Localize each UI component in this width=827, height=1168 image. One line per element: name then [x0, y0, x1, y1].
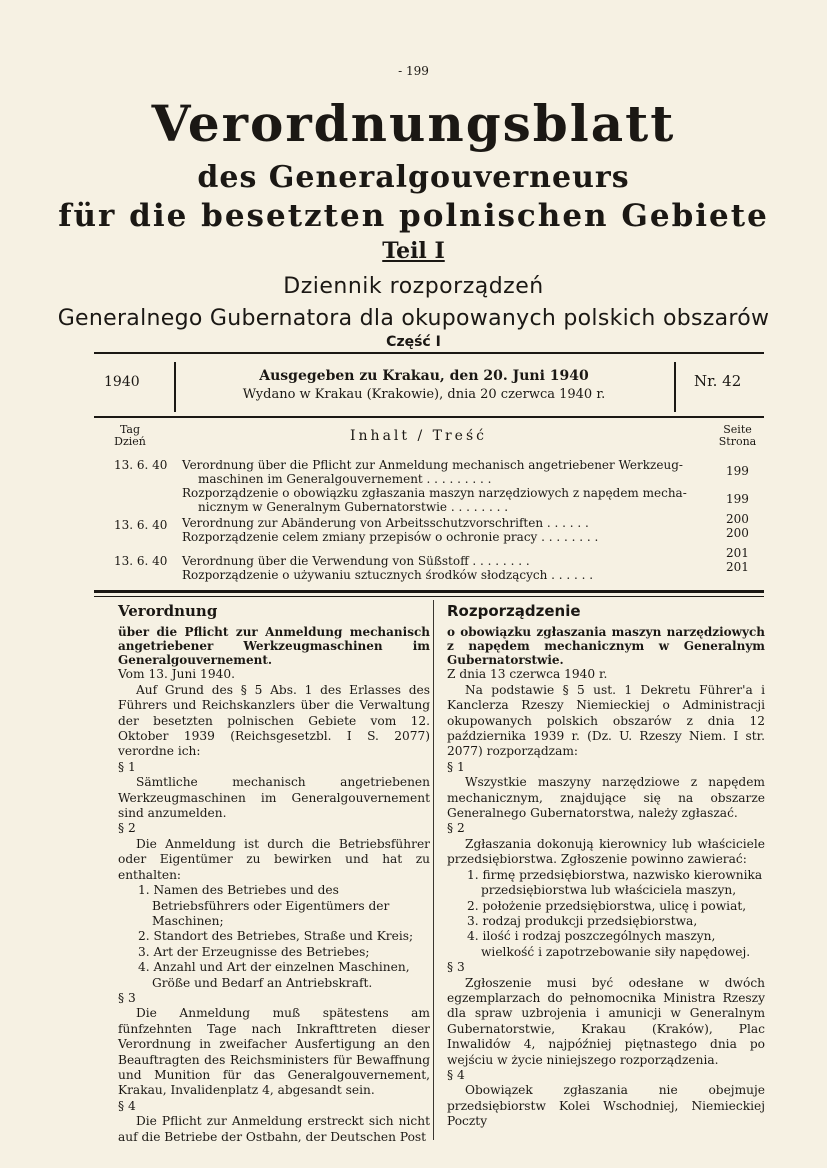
issue-divider-right — [674, 362, 676, 412]
ordinance-de-preamble: Auf Grund des § 5 Abs. 1 des Erlasses des Führers und Reichskanzlers über die Verwaltung der besetzten polnischen Gebiete vom 12. Oktober 1939 (Reichsgesetzbl. I S. 2077) verordne ich: — [118, 682, 430, 759]
ordinance-pl-s2-list — [447, 868, 765, 960]
ordinance-pl-s4-text: Obowiązek zgłaszania nie obejmuje przedsiębiorstw Kolei Wschodniej, Niemieckiej Poczty — [447, 1083, 765, 1129]
issued-pl: Wydano w Krakau (Krakowie), dnia 20 czerwca 1940 r. — [242, 387, 606, 402]
toc-entry-line: Rozporządzenie o używaniu sztucznych środków słodzących . . . . . . — [182, 568, 594, 582]
toc-entry-line: nicznym w Generalnym Gubernatorstwie . . . . . . . . — [198, 500, 509, 514]
ordinance-de-date: Vom 13. Juni 1940. — [118, 667, 235, 682]
ordinance-pl-preamble: Na podstawie § 5 ust. 1 Dekretu Führer'a i Kanclerza Rzeszy Niemieckiej o Administracji okupowanych polskich obszarów z dnia 12 października 1939 r. (Dz. U. Rzeszy Niem. I str. 2077) rozporządzam: — [447, 682, 765, 759]
masthead-subtitle-2: für die besetzten polnischen Gebiete — [58, 198, 769, 234]
ordinance-de-s4-text: Die Pflicht zur Anmeldung erstreckt sich nicht auf die Betriebe der Ostbahn, der Deutschen Post — [118, 1114, 430, 1144]
toc-entry-line: Verordnung zur Abänderung von Arbeitsschutzvorschriften . . . . . . — [182, 516, 589, 530]
ordinance-de-s2: § 2 — [118, 821, 136, 836]
toc-entry-date: 13. 6. 40 — [114, 518, 168, 532]
list-item: 1. firmę przedsiębiorstwa, nazwisko kierownika przedsiębiorstwa lub właściciela maszyn, — [467, 867, 763, 898]
toc-entry-page: 201 — [726, 560, 749, 574]
toc-entry-page: 200 — [726, 512, 749, 526]
list-item: 2. położenie przedsiębiorstwa, ulicę i powiat, — [467, 898, 747, 913]
ordinance-de-s2-text: Die Anmeldung ist durch die Betriebsführer oder Eigentümer zu bewirken und hat zu enthalten: — [118, 836, 430, 882]
masthead-part-pl: Część I — [386, 334, 441, 350]
masthead-title: Verordnungsblatt — [151, 94, 676, 153]
list-item: 1. Namen des Betriebes und des Betriebsführers oder Eigentümers der Maschinen; — [138, 883, 390, 928]
toc-entry-page: 200 — [726, 526, 749, 540]
issue-info — [184, 368, 664, 402]
ordinance-pl-s1: § 1 — [447, 759, 465, 774]
toc-entry-page: 201 — [726, 546, 749, 560]
ordinance-de-title: Verordnung — [118, 602, 218, 620]
masthead-subtitle-pl: Generalnego Gubernatora dla okupowanych polskich obszarów — [57, 306, 770, 331]
toc-entry-page: 199 — [726, 492, 749, 506]
ordinance-pl-s3: § 3 — [447, 960, 465, 975]
list-item: 2. Standort des Betriebes, Straße und Kreis; — [138, 929, 414, 944]
ordinance-pl-s4: § 4 — [447, 1067, 465, 1082]
section-rule-thin — [94, 596, 764, 597]
toc-page-label-pl: Strona — [718, 435, 757, 448]
column-divider — [433, 600, 434, 1140]
ordinance-pl-title: Rozporządzenie — [447, 602, 581, 620]
toc-entry-line: Verordnung über die Pflicht zur Anmeldung mechanisch angetriebener Werkzeug- — [182, 458, 683, 472]
ordinance-pl-s2: § 2 — [447, 821, 465, 836]
masthead-part-de: Teil I — [382, 238, 445, 264]
toc-page-label — [715, 424, 760, 448]
toc-entry-line: Rozporządzenie o obowiązku zgłaszania maszyn narzędziowych z napędem mecha- — [182, 486, 687, 500]
ordinance-de-column — [118, 604, 430, 1145]
ordinance-de-subtitle: über die Pflicht zur Anmeldung mechanisch angetriebener Werkzeugmaschinen im Generalgouvernement. — [118, 625, 430, 668]
toc-day-label — [110, 424, 150, 448]
toc-page-label-de: Seite — [723, 423, 752, 436]
issue-year: 1940 — [104, 374, 140, 390]
ordinance-pl-date: Z dnia 13 czerwca 1940 r. — [447, 667, 608, 682]
ordinance-pl-s2-text: Zgłaszania dokonują kierownicy lub właściciele przedsiębiorstwa. Zgłoszenie powinno zawierać: — [447, 836, 765, 867]
ordinance-pl-s3-text: Zgłoszenie musi być odesłane w dwóch egzemplarzach do pełnomocnika Ministra Rzeszy dla spraw uzbrojenia i amunicji w Generalnym Gubernatorstwie, Krakau (Kraków), Plac Inwalidów 4, najpóźniej piętnastego dnia po wejściu w życie niniejszego rozporządzenia. — [447, 975, 765, 1067]
ordinance-de-s2-list — [118, 883, 430, 991]
ordinance-de-s3: § 3 — [118, 990, 136, 1005]
list-item: 4. ilość i rodzaj poszczególnych maszyn, wielkość i zapotrzebowanie siły napędowej. — [467, 929, 751, 959]
toc-entry-line: maschinen im Generalgouvernement . . . . . . . . . — [198, 472, 492, 486]
toc-entry-line: Rozporządzenie celem zmiany przepisów o ochronie pracy . . . . . . . . — [182, 530, 599, 544]
ordinance-pl-s1-text: Wszystkie maszyny narzędziowe z napędem mechanicznym, znajdujące się na obszarze Generalnego Gubernatorstwa, należy zgłaszać. — [447, 775, 765, 821]
issue-box — [94, 352, 764, 418]
section-rule — [94, 590, 764, 593]
ordinance-de-s4: § 4 — [118, 1098, 136, 1113]
list-item: 4. Anzahl und Art der einzelnen Maschinen, Größe und Bedarf an Antriebskraft. — [138, 960, 410, 990]
ordinance-de-s1: § 1 — [118, 759, 136, 774]
ordinance-de-s1-text: Sämtliche mechanisch angetriebenen Werkzeugmaschinen im Generalgouvernement sind anzumelden. — [118, 775, 430, 821]
ordinance-pl-column — [447, 604, 765, 1130]
toc-entry-page: 199 — [726, 464, 749, 478]
issue-divider-left — [174, 362, 176, 412]
toc-contents-label: Inhalt / Treść — [350, 428, 487, 444]
page-number: - 199 — [398, 64, 429, 78]
toc-entry-date: 13. 6. 40 — [114, 554, 168, 568]
issue-number: Nr. 42 — [694, 372, 742, 390]
toc-entry-date: 13. 6. 40 — [114, 458, 168, 472]
ordinance-de-s3-text: Die Anmeldung muß spätestens am fünfzehnten Tage nach Inkrafttreten dieser Verordnung in zweifacher Ausfertigung an den Beauftragten des Reichsministers für Bewaffnung und Munition für das Generalgouvernement, Krakau, Invalidenplatz 4, abgesandt sein. — [118, 1006, 430, 1098]
issued-de: Ausgegeben zu Krakau, den 20. Juni 1940 — [259, 368, 589, 384]
masthead-subtitle-1: des Generalgouverneurs — [197, 160, 630, 195]
toc-day-label-pl: Dzień — [114, 435, 146, 448]
masthead-title-pl: Dziennik rozporządzeń — [283, 274, 544, 299]
toc-entry-line: Verordnung über die Verwendung von Süßstoff . . . . . . . . — [182, 554, 530, 568]
list-item: 3. rodzaj produkcji przedsiębiorstwa, — [467, 913, 698, 928]
list-item: 3. Art der Erzeugnisse des Betriebes; — [138, 944, 370, 959]
toc-day-label-de: Tag — [119, 423, 141, 436]
ordinance-pl-subtitle: o obowiązku zgłaszania maszyn narzędziowych z napędem mechanicznym w Generalnym Gubernatorstwie. — [447, 625, 765, 668]
